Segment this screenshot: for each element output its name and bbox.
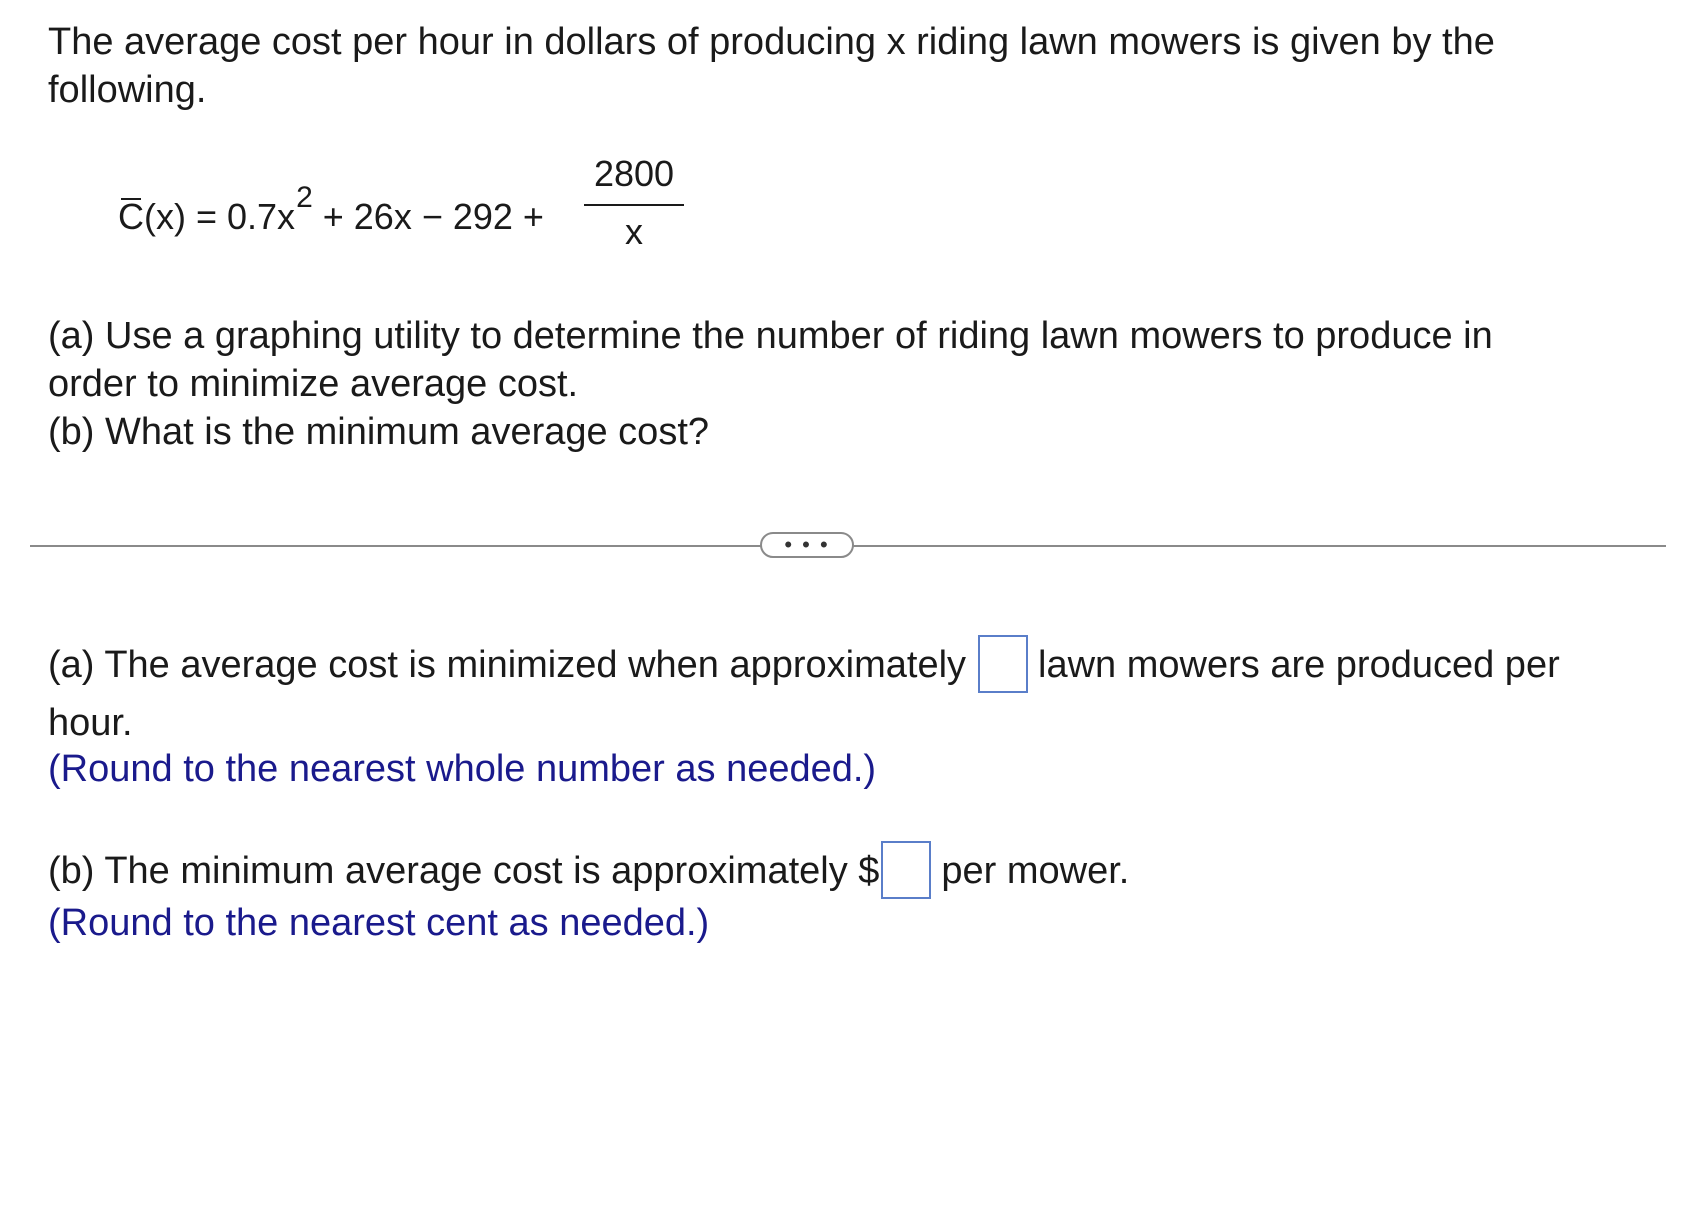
part-a-line-2: order to minimize average cost.: [48, 363, 579, 405]
more-options-button[interactable]: • • •: [760, 532, 854, 558]
part-a-line-1: (a) Use a graphing utility to determine the number of riding lawn mowers to produce in: [48, 315, 1493, 357]
question-text: [48, 18, 1648, 114]
fraction-denominator: x: [625, 211, 643, 252]
answer-a-input[interactable]: [978, 635, 1028, 693]
formula-lhs: [118, 181, 554, 238]
question-line-2: following.: [48, 69, 207, 111]
formula-exponent: 2: [296, 181, 313, 214]
answer-b-line: [48, 844, 1129, 902]
answer-a-prefix: (a) The average cost is minimized when approximately: [48, 644, 967, 687]
answer-a-line: [48, 638, 1560, 696]
answer-b-prefix: (b) The minimum average cost is approximately $: [48, 850, 880, 893]
part-b-line: (b) What is the minimum average cost?: [48, 411, 710, 453]
formula-middle: + 26x − 292 +: [312, 196, 554, 237]
fraction-numerator: 2800: [593, 153, 675, 194]
fraction-bar: [584, 204, 684, 206]
formula-fraction: [584, 152, 684, 252]
answer-a-suffix: lawn mowers are produced per: [1038, 644, 1560, 687]
answer-b-suffix: per mower.: [941, 850, 1130, 893]
answer-b-hint: (Round to the nearest cent as needed.): [48, 902, 710, 944]
question-parts: [48, 312, 1648, 456]
answer-b-input[interactable]: [881, 841, 931, 899]
question-line-1: The average cost per hour in dollars of producing x riding lawn mowers is given by the: [48, 21, 1495, 63]
answer-a-wrap: hour.: [48, 702, 133, 744]
c-bar-symbol: C: [118, 196, 144, 237]
answer-a-hint: (Round to the nearest whole number as needed.): [48, 748, 877, 790]
formula-lhs-rest: (x) = 0.7x: [144, 196, 296, 237]
